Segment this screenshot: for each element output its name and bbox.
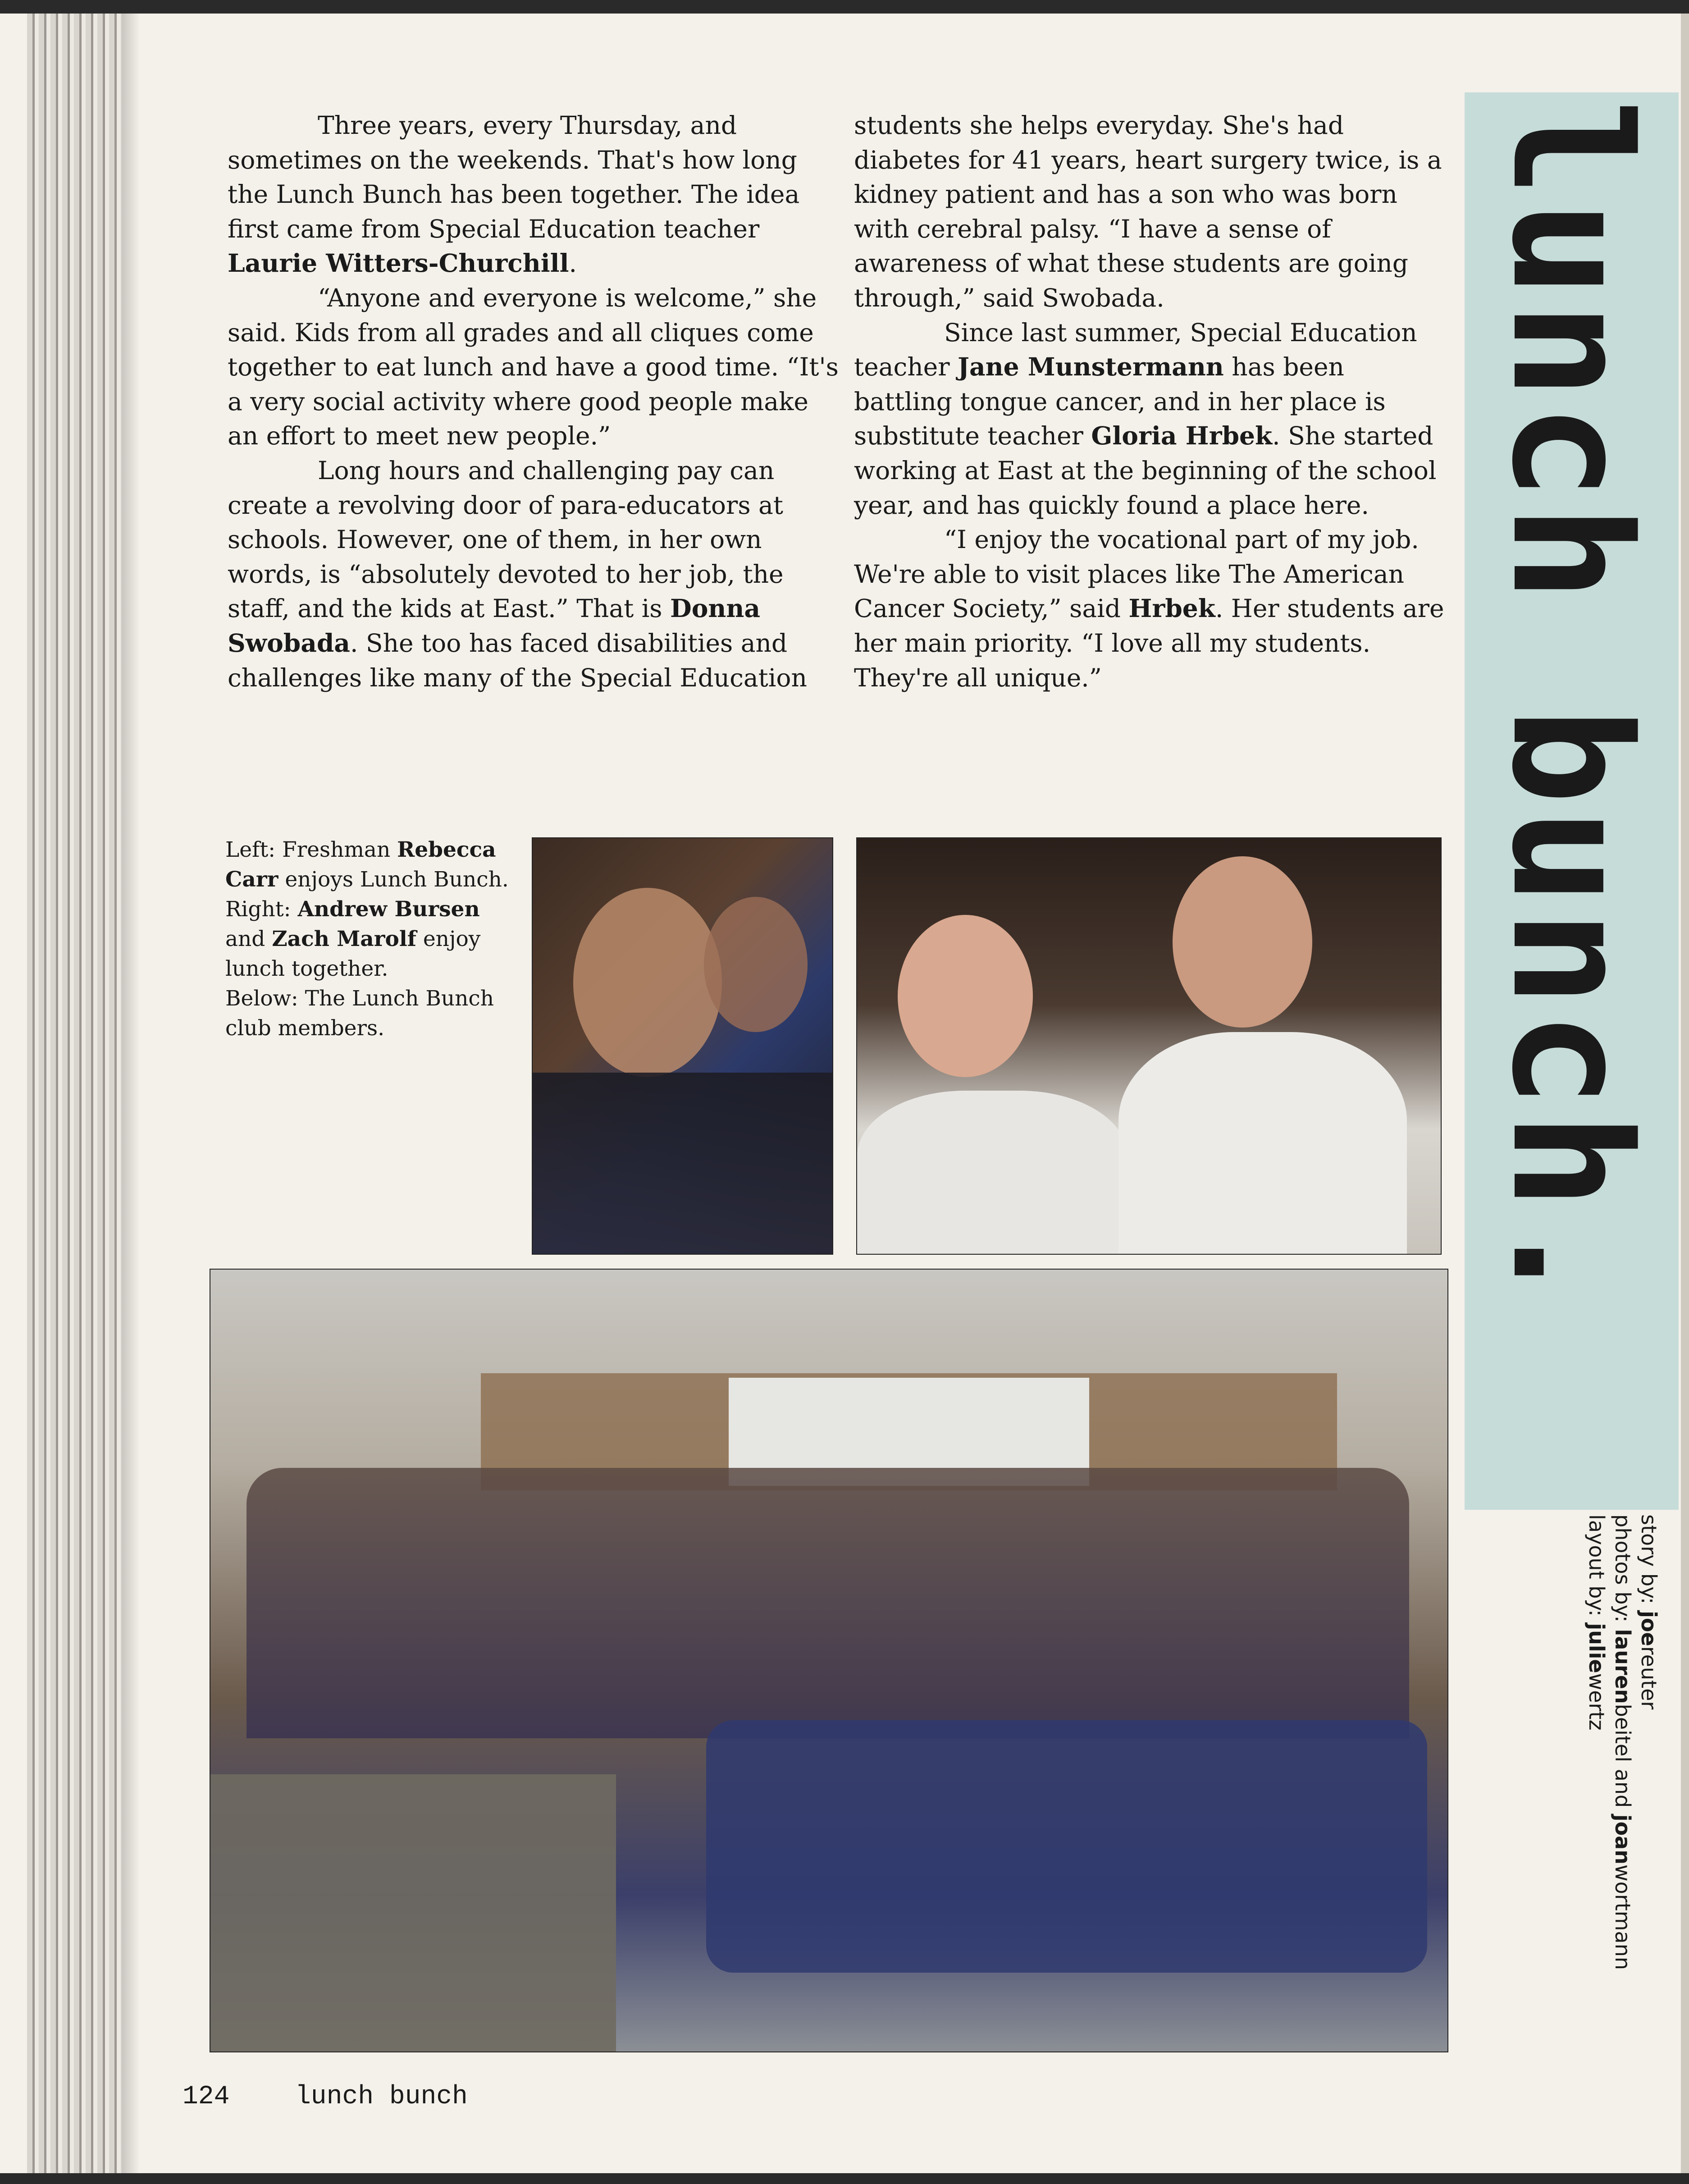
photo-figure: [704, 897, 808, 1032]
caption-right: [225, 895, 514, 984]
credit-label: story by:: [1637, 1514, 1661, 1611]
photo-figure: [573, 888, 722, 1077]
paragraph: [228, 108, 843, 281]
paragraph-text: .: [569, 249, 577, 278]
paragraph-text: “I enjoy the vocational part of my job. We're able to visit places like The American Cancer Society,” said: [854, 525, 1419, 623]
page-binding-edges: [27, 14, 122, 2173]
paragraph: [228, 453, 843, 695]
person-name: Gloria Hrbek: [1091, 421, 1273, 451]
photo-shirt: [1118, 1032, 1407, 1254]
person-name: Andrew Bursen: [297, 897, 480, 922]
paragraph-text: “Anyone and everyone is welcome,” she said. Kids from all grades and all cliques come together to eat lunch and have a good time. “It's a very social activity where good people make an effort to meet new people.”: [228, 283, 839, 451]
person-name: Jane Munstermann: [958, 352, 1224, 382]
photo-figure: [898, 915, 1033, 1077]
credit-name: julie: [1584, 1623, 1609, 1673]
credit-name: joan: [1611, 1814, 1635, 1865]
paragraph: [854, 108, 1449, 315]
caption-text: Below: The Lunch Bunch club members.: [225, 986, 494, 1041]
person-name: Donna Swobada: [228, 594, 760, 658]
scan-top-border: [0, 0, 1689, 14]
caption-text: and: [225, 927, 272, 951]
photo-group-members: [247, 1468, 1409, 1738]
paragraph-text: Since last summer, Special Education teacher: [854, 318, 1417, 382]
credit-name: wertz: [1584, 1673, 1609, 1731]
person-name: Rebecca Carr: [225, 837, 496, 892]
paragraph: [854, 315, 1449, 523]
credit-name: beitel and: [1611, 1704, 1635, 1814]
caption-text: enjoys Lunch Bunch.: [278, 867, 509, 892]
photo-rebecca-carr: [532, 837, 833, 1255]
article-column-1: [228, 108, 843, 695]
scan-bottom-border: [0, 2173, 1689, 2184]
page-number: 124: [183, 2082, 230, 2111]
paragraph-text: Three years, every Thursday, and sometimes on the weekends. That's how long the Lunch Bunch has been together. The idea first came from Special Education teacher: [228, 111, 800, 243]
article-column-2: [854, 108, 1449, 695]
person-name: Zach Marolf: [272, 927, 416, 951]
binding-shadow: [122, 14, 140, 2173]
credit-story: [1636, 1514, 1662, 2055]
paragraph-text: . She started working at East at the beginning of the school year, and has quickly found a place here.: [854, 421, 1437, 520]
paragraph-text: students she helps everyday. She's had diabetes for 41 years, heart surgery twice, is a kidney patient and has a son who was born with cerebral palsy. “I have a sense of awareness of what these students are going through,” said Swobada.: [854, 111, 1442, 312]
caption-left: [225, 835, 514, 895]
photo-shirt: [857, 1091, 1128, 1254]
photo-caption: [225, 835, 514, 1043]
credit-name: reuter: [1637, 1646, 1661, 1710]
paragraph: [854, 522, 1449, 695]
photo-foreground: [533, 1073, 832, 1254]
paragraph-text: has been battling tongue cancer, and in her place is substitute teacher: [854, 352, 1386, 451]
credit-label: photos by:: [1611, 1514, 1635, 1629]
photo-front-row: [706, 1720, 1427, 1973]
person-name: Hrbek: [1128, 594, 1215, 623]
photo-andrew-zach: [856, 837, 1442, 1255]
credit-photos: [1610, 1514, 1636, 2055]
paragraph: [228, 281, 843, 453]
credit-layout: [1584, 1514, 1610, 2055]
caption-text: Left: Freshman: [225, 837, 397, 862]
paragraph-text: . She too has faced disabilities and challenges like many of the Special Education: [228, 628, 807, 692]
caption-below: [225, 984, 514, 1043]
credit-name: wortmann: [1611, 1864, 1635, 1970]
person-name: Laurie Witters-Churchill: [228, 248, 569, 278]
photo-figure: [1173, 856, 1312, 1028]
page-title: lunch bunch.: [1476, 99, 1665, 1315]
credit-label: layout by:: [1584, 1514, 1609, 1623]
credit-name: joe: [1637, 1611, 1661, 1646]
credits-block: [1513, 1514, 1662, 2055]
caption-text: enjoy lunch together.: [225, 927, 481, 981]
paragraph-text: . Her students are her main priority. “I love all my students. They're all unique.”: [854, 594, 1444, 692]
photo-tables: [210, 1774, 616, 2051]
paragraph-text: Long hours and challenging pay can create a revolving door of para-educators at schools. However, one of them, in her own words, is “absolutely devoted to her job, the staff, and the kids at East.” That is: [228, 456, 784, 623]
credit-name: lauren: [1611, 1629, 1635, 1704]
caption-text: Right:: [225, 897, 298, 922]
section-name: lunch bunch: [295, 2082, 468, 2111]
photo-lunch-bunch-group: [210, 1269, 1448, 2052]
page-right-edge: [1681, 14, 1689, 2173]
